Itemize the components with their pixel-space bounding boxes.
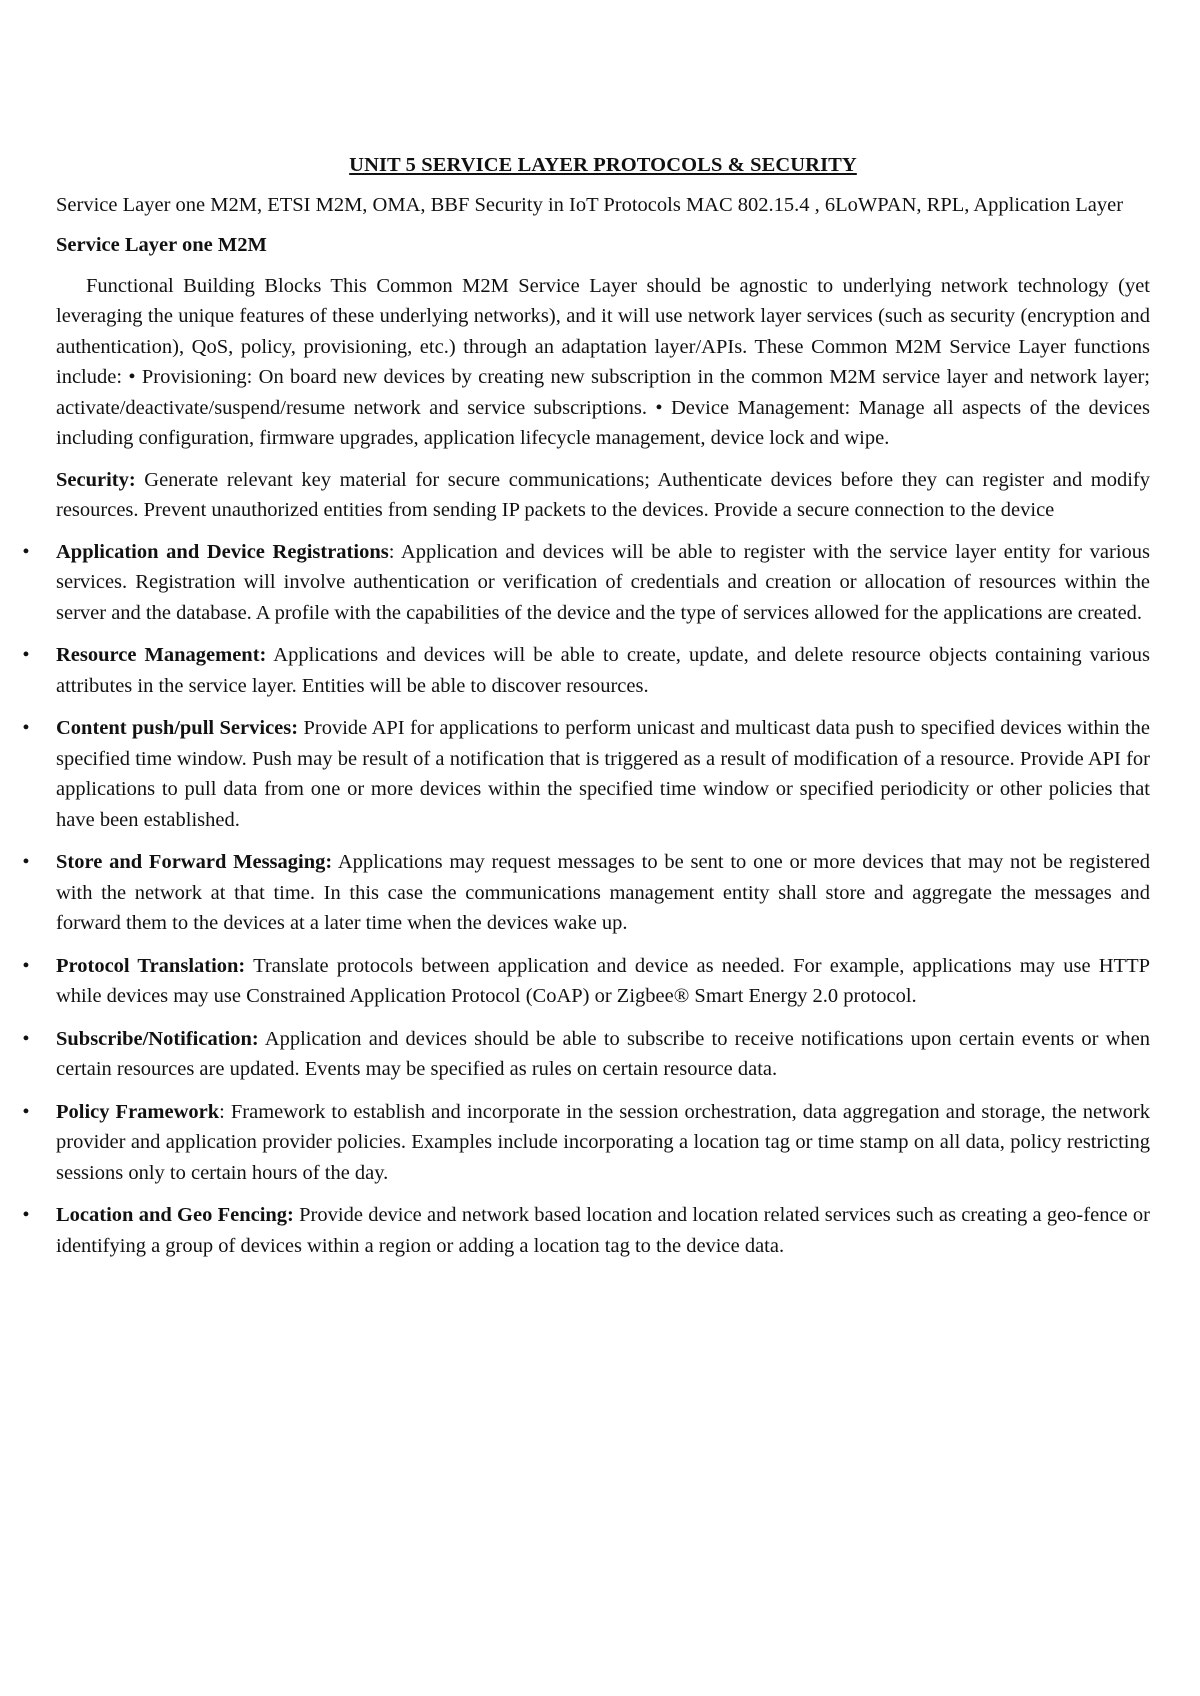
list-item xyxy=(22,713,1150,835)
list-item-text: Applications and devices will be able to create, update, and delete resource objects containing various attributes in the service layer. Entities will be able to discover resources. xyxy=(56,644,1150,697)
document-page xyxy=(22,150,1150,1273)
list-item-term: Policy Framework xyxy=(56,1100,220,1123)
page-title: UNIT 5 SERVICE LAYER PROTOCOLS & SECURITY xyxy=(349,154,857,176)
list-item-term: Store and Forward Messaging: xyxy=(56,851,333,873)
bullet-icon: • xyxy=(22,1027,30,1050)
functional-paragraph: Functional Building Blocks This Common M2M Service Layer should be agnostic to underlying network technology (yet leveraging the unique features of these underlying networks), and it will use network layer services (such as security (encryption and authentication), QoS, policy, provisioning, etc.) through an adaptation layer/APIs. These Common M2M Service Layer functions include: • Provisioning: On board new devices by creating new subscription in the common M2M service layer and network layer; activate/deactivate/suspend/resume network and service subscriptions. • Device Management: Manage all aspects of the devices including configuration, firmware upgrades, application lifecycle management, device lock and wipe. xyxy=(56,274,1150,449)
bullet-icon: • xyxy=(22,717,30,739)
service-functions-list xyxy=(22,537,1150,1262)
bullet-icon: • xyxy=(22,851,30,873)
bullet-icon: • xyxy=(22,954,30,977)
list-item-text: : Application and devices will be able to register with the service layer entity for various services. Registration will involve authentication or verification of credentials and creation or allocation of resources within the server and the database. A profile with the capabilities of the device and the type of services allowed for the applications are created. xyxy=(56,540,1150,624)
bullet-icon: • xyxy=(22,1100,30,1123)
list-item xyxy=(22,1200,1150,1261)
list-item xyxy=(22,847,1150,939)
list-item-text: Translate protocols between application and device as needed. For example, applications may use HTTP while devices may use Constrained Application Protocol (CoAP) or Zigbee® Smart Energy 2.0 protocol. xyxy=(56,954,1150,1007)
list-item xyxy=(22,1097,1150,1189)
security-text: Generate relevant key material for secure communications; Authenticate devices before they can register and modify resources. Prevent unauthorized entities from sending IP packets to the devices. Provide a secure connection to the device xyxy=(56,468,1150,521)
list-item-text: Provide API for applications to perform unicast and multicast data push to specified devices within the specified time window. Push may be result of a notification that is triggered as a result of modification of a resource. Provide API for applications to pull data from one or more devices within the specified time window or specified periodicity or other policies that have been established. xyxy=(56,717,1150,831)
list-item xyxy=(22,537,1150,629)
list-item-text: Provide device and network based location and location related services such as creating a geo-fence or identifying a group of devices within a region or adding a location tag to the device data. xyxy=(56,1204,1150,1257)
list-item xyxy=(22,640,1150,701)
security-term: Security: xyxy=(56,468,136,491)
list-item xyxy=(22,951,1150,1012)
list-item-text: Applications may request messages to be sent to one or more devices that may not be registered with the network at that time. In this case the communications management entity shall store and aggregate the messages and forward them to the devices at a later time when the devices wake up. xyxy=(56,851,1150,934)
list-item-term: Protocol Translation: xyxy=(56,954,246,977)
list-item xyxy=(22,1024,1150,1085)
bullet-icon: • xyxy=(22,644,30,666)
list-item-term: Subscribe/Notification: xyxy=(56,1027,259,1050)
bullet-icon: • xyxy=(22,1204,30,1226)
security-paragraph xyxy=(56,465,1150,526)
list-item-term: Content push/pull Services: xyxy=(56,717,299,739)
section-heading: Service Layer one M2M xyxy=(56,234,267,256)
list-item-text: : Framework to establish and incorporate in the session orchestration, data aggregation and storage, the network provider and application provider policies. Examples include incorporating a location tag or time stamp on all data, policy restricting sessions only to certain hours of the day. xyxy=(56,1100,1150,1184)
list-item-term: Location and Geo Fencing: xyxy=(56,1204,294,1226)
list-item-term: Resource Management: xyxy=(56,644,267,666)
list-item-text: Application and devices should be able to subscribe to receive notifications upon certain events or when certain resources are updated. Events may be specified as rules on certain resource data. xyxy=(56,1027,1150,1080)
bullet-icon: • xyxy=(22,540,30,563)
list-item-term: Application and Device Registrations xyxy=(56,540,389,563)
intro-text: Service Layer one M2M, ETSI M2M, OMA, BBF Security in IoT Protocols MAC 802.15.4 , 6LoWPAN, RPL, Application Layer xyxy=(56,193,1124,216)
